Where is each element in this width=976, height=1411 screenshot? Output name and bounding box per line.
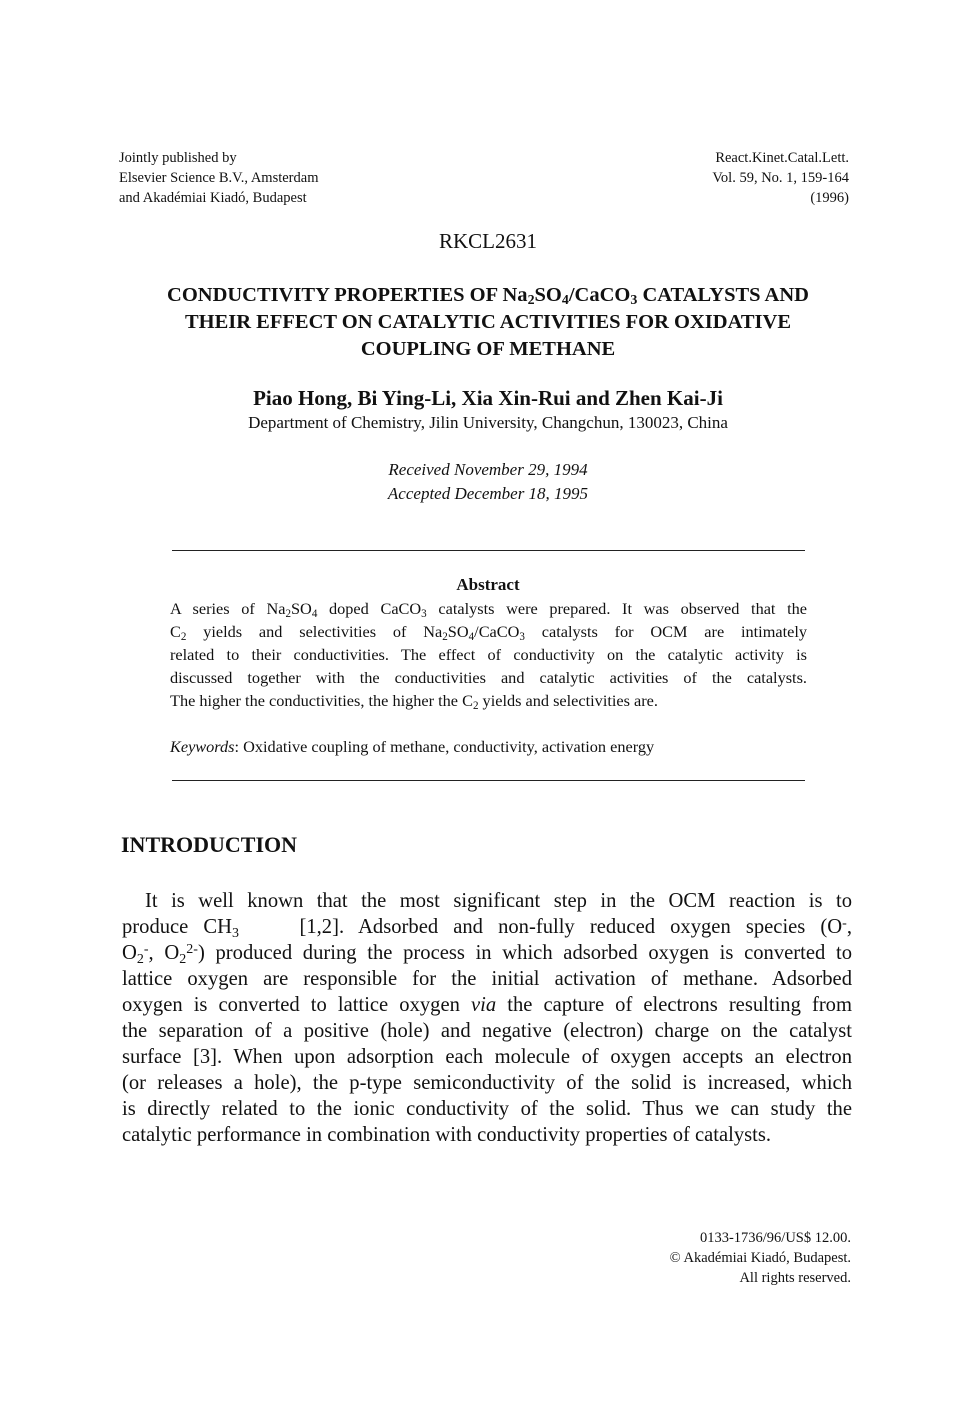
section-heading-introduction: INTRODUCTION	[121, 832, 298, 857]
title-line: THEIR EFFECT ON CATALYTIC ACTIVITIES FOR OXIDATIVE	[184, 311, 792, 333]
abstract-heading: Abstract	[456, 575, 520, 594]
paper-title	[110, 282, 866, 363]
journal-volume: Vol. 59, No. 1, 159-164	[712, 170, 849, 186]
accepted-date: Accepted December 18, 1995	[387, 484, 589, 503]
divider-top	[172, 550, 805, 551]
intro-line: $O_2^-$, $O_2^{2-}$) produced during the process in which adsorbed oxygen is converted to	[122, 941, 852, 967]
intro-line: lattice oxygen are responsible for the initial activation of methane. Adsorbed	[122, 968, 852, 990]
divider-bottom	[172, 780, 805, 781]
abstract-line: A series of $Na_2SO_4$ doped CaCO$_3$ catalysts were prepared. It was observed that the	[170, 599, 807, 620]
intro-line: oxygen is converted to lattice oxygen via the capture of electrons resulting from	[122, 994, 852, 1016]
article-code: RKCL2631	[438, 229, 537, 253]
affiliation: Department of Chemistry, Jilin University, Changchun, 130023, China	[248, 413, 728, 432]
keywords	[170, 737, 810, 757]
intro-line: produce $CH_3$ [1,2]. Adsorbed and non-fully reduced oxygen species (O-,	[122, 915, 852, 941]
publisher-line: Jointly published by	[119, 150, 237, 166]
abstract-line: discussed together with the conductivities and catalytic activities of the catalysts.	[170, 668, 807, 687]
intro-line: It is well known that the most significant step in the OCM reaction is to	[145, 890, 852, 912]
intro-line: (or releases a hole), the p-type semiconductivity of the solid is increased, which	[122, 1072, 852, 1094]
footer-line: All rights reserved.	[739, 1270, 851, 1286]
publisher-info	[119, 148, 318, 208]
keywords-text: : Oxidative coupling of methane, conductivity, activation energy	[234, 737, 655, 756]
abstract-line: The higher the conductivities, the higher the $C_2$ yields and selectivities are.	[170, 691, 658, 712]
copyright-footer	[670, 1228, 851, 1288]
title-line: CONDUCTIVITY PROPERTIES OF $Na_2SO_4/CaCO_3$ CATALYSTS AND	[167, 284, 809, 309]
journal-name: React.Kinet.Catal.Lett.	[715, 150, 849, 166]
abstract-body	[170, 597, 807, 712]
abstract-line: $C_2$ yields and selectivities of $Na_2SO_4/CaCO_3$ catalysts for OCM are intimately	[170, 622, 807, 643]
keywords-label: Keywords	[170, 737, 235, 756]
received-date: Received November 29, 1994	[388, 460, 588, 479]
intro-line: catalytic performance in combination with conductivity properties of catalysts.	[122, 1124, 772, 1146]
authors: Piao Hong, Bi Ying-Li, Xia Xin-Rui and Zhen Kai-Ji	[253, 386, 723, 410]
dates	[0, 458, 976, 506]
abstract-line: related to their conductivities. The effect of conductivity on the catalytic activity is	[170, 645, 807, 664]
publisher-line: Elsevier Science B.V., Amsterdam	[119, 170, 319, 186]
journal-year: (1996)	[810, 190, 849, 206]
title-line: COUPLING OF METHANE	[360, 338, 616, 360]
intro-line: the separation of a positive (hole) and negative (electron) charge on the catalyst	[122, 1020, 852, 1042]
journal-info	[712, 148, 849, 208]
footer-line: 0133-1736/96/US$ 12.00.	[699, 1230, 851, 1246]
intro-line: is directly related to the ionic conductivity of the solid. Thus we can study the	[122, 1098, 852, 1120]
intro-line: surface [3]. When upon adsorption each molecule of oxygen accepts an electron	[122, 1046, 852, 1068]
introduction-body	[122, 888, 852, 1148]
publisher-line: and Akadémiai Kiadó, Budapest	[119, 190, 307, 206]
footer-line: © Akadémiai Kiadó, Budapest.	[669, 1250, 851, 1266]
